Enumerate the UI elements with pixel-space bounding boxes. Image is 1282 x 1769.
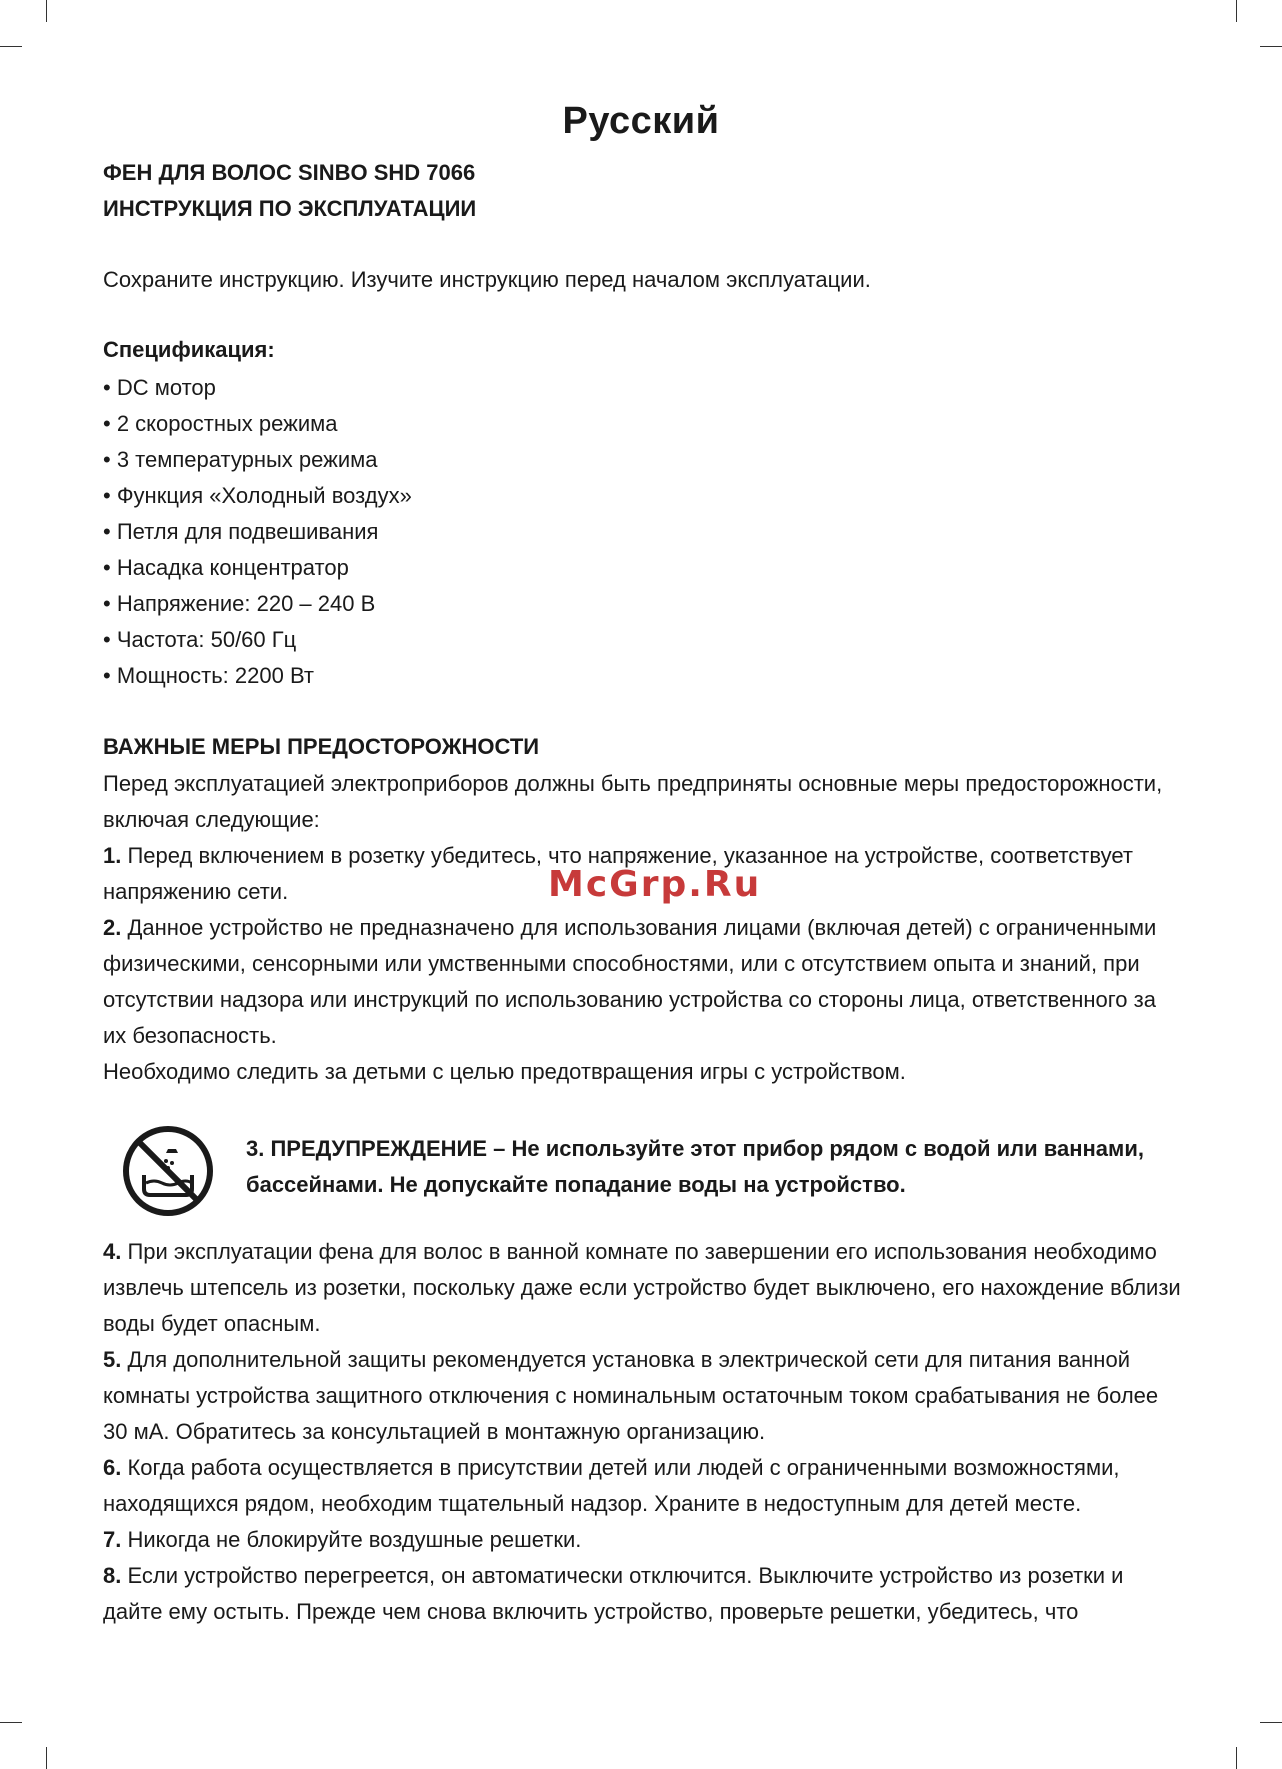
- safety-block-1: [103, 766, 1183, 1090]
- item-text: Никогда не блокируйте воздушные решетки.: [127, 1527, 582, 1552]
- spec-item: • Петля для подвешивания: [103, 514, 412, 550]
- crop-mark: [0, 46, 22, 47]
- item-text: При эксплуатации фена для волос в ванной комнате по завершении его использования необходимо извлечь штепсель из розетки, поскольку даже если устройство будет выключено, его нахождение вблизи воды будет опасным.: [103, 1239, 1181, 1336]
- spec-list: [103, 370, 412, 694]
- crop-mark: [46, 1747, 47, 1769]
- manual-title: ИНСТРУКЦИЯ ПО ЭКСПЛУАТАЦИИ: [103, 196, 477, 221]
- item-number: 8.: [103, 1563, 122, 1588]
- spec-item: • DC мотор: [103, 370, 412, 406]
- item-text: Если устройство перегреется, он автоматически отключится. Выключите устройство из розетки и дайте ему остыть. Прежде чем снова включить устройство, проверьте решетки, убедитесь, что: [103, 1563, 1124, 1624]
- crop-mark: [0, 1722, 22, 1723]
- safety-heading: ВАЖНЫЕ МЕРЫ ПРЕДОСТОРОЖНОСТИ: [103, 734, 540, 759]
- item-number: 1.: [103, 843, 122, 868]
- safety-intro: Перед эксплуатацией электроприборов должны быть предприняты основные меры предосторожности, включая следующие:: [103, 771, 1163, 832]
- spec-item: • Напряжение: 220 – 240 В: [103, 586, 412, 622]
- item-number: 6.: [103, 1455, 122, 1480]
- safety-item-6: [103, 1450, 1183, 1522]
- warning-text: 3. ПРЕДУПРЕЖДЕНИЕ – Не используйте этот прибор рядом с водой или ваннами, бассейнами. Не допускайте попадание воды на устройство.: [246, 1136, 1144, 1197]
- item-number: 4.: [103, 1239, 122, 1264]
- spec-item: • 2 скоростных режима: [103, 406, 412, 442]
- safety-item-2: [103, 910, 1183, 1054]
- safety-item-7: [103, 1522, 1183, 1558]
- safety-item-4: [103, 1234, 1183, 1342]
- safety-item-5: [103, 1342, 1183, 1450]
- crop-mark: [1236, 0, 1237, 22]
- spec-item: • Насадка концентратор: [103, 550, 412, 586]
- no-water-icon: [120, 1123, 216, 1219]
- children-note: Необходимо следить за детьми с целью предотвращения игры с устройством.: [103, 1059, 906, 1084]
- crop-mark: [1260, 1722, 1282, 1723]
- intro-text: Сохраните инструкцию. Изучите инструкцию перед началом эксплуатации.: [103, 267, 871, 292]
- crop-mark: [1236, 1747, 1237, 1769]
- spec-item: • Мощность: 2200 Вт: [103, 658, 412, 694]
- item-text: Когда работа осуществляется в присутствии детей или людей с ограниченными возможностями, находящихся рядом, необходим тщательный надзор. Храните в недоступным для детей месте.: [103, 1455, 1120, 1516]
- spec-heading: Спецификация:: [103, 337, 275, 362]
- safety-item-8: [103, 1558, 1183, 1630]
- crop-mark: [46, 0, 47, 22]
- safety-block-2: [103, 1234, 1183, 1630]
- item-text: Для дополнительной защиты рекомендуется установка в электрической сети для питания ванной комнаты устройства защитного отключения с номинальным остаточным током срабатывания не более 30 мА. Обратитесь за консультацией в монтажную организацию.: [103, 1347, 1159, 1444]
- item-text: Данное устройство не предназначено для использования лицами (включая детей) с ограниченными физическими, сенсорными или умственными способностями, или с отсутствием опыта и знаний, при отсутствии надзора или инструкций по использованию устройства со стороны лица, ответственного за их безопасность.: [103, 915, 1157, 1048]
- item-number: 5.: [103, 1347, 122, 1372]
- product-title: ФЕН ДЛЯ ВОЛОС SINBO SHD 7066: [103, 160, 476, 185]
- spec-item: • 3 температурных режима: [103, 442, 412, 478]
- watermark: McGrp.Ru: [548, 864, 762, 905]
- crop-mark: [1260, 46, 1282, 47]
- page-heading: Русский: [562, 100, 720, 142]
- item-text: Перед включением в розетку убедитесь, что напряжение, указанное на устройстве, соответствует напряжению сети.: [103, 843, 1133, 904]
- item-number: 2.: [103, 915, 122, 940]
- item-number: 7.: [103, 1527, 122, 1552]
- spec-item: • Функция «Холодный воздух»: [103, 478, 412, 514]
- spec-item: • Частота: 50/60 Гц: [103, 622, 412, 658]
